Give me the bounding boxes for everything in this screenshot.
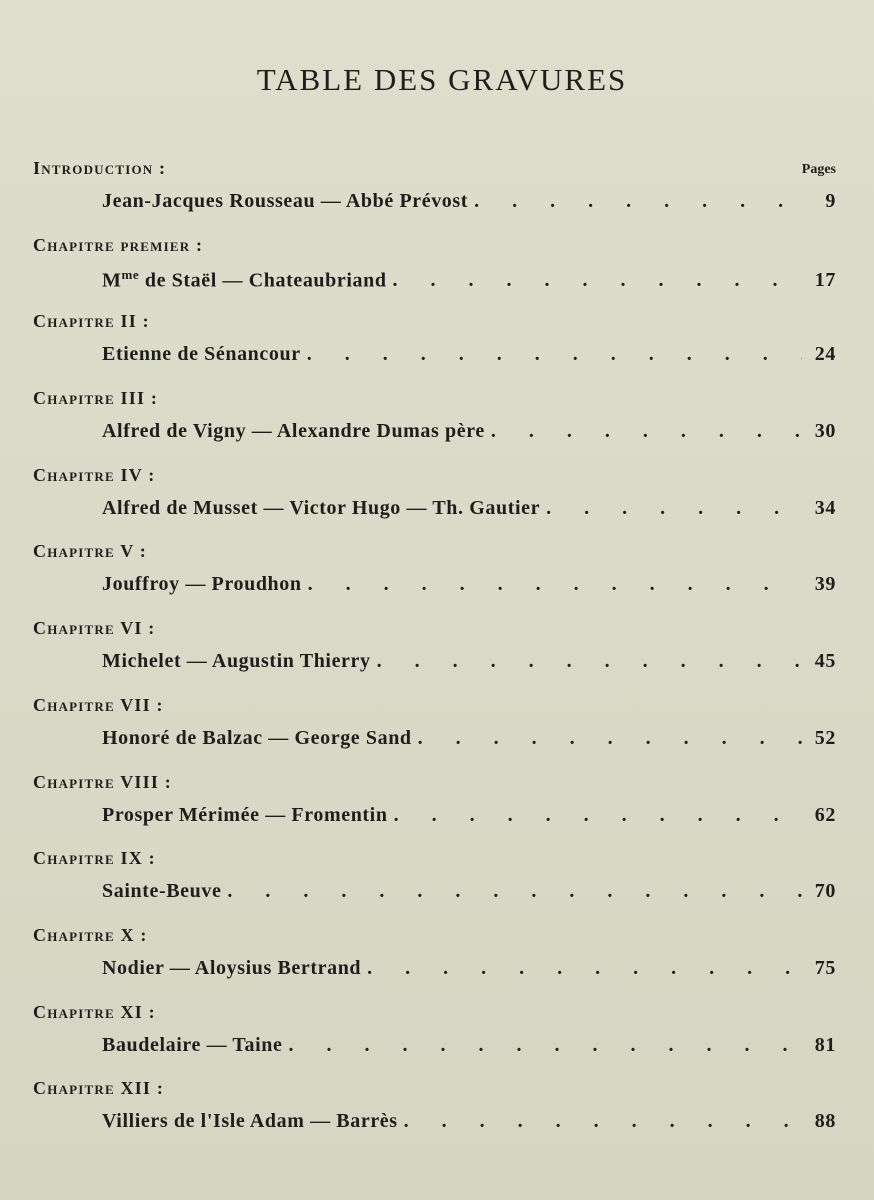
toc-entry [102, 573, 836, 596]
toc-entry [102, 727, 836, 750]
entry-title: Jouffroy — Proudhon [102, 573, 302, 596]
entry-title: Etienne de Sénancour [102, 343, 301, 366]
toc-entry [102, 1110, 836, 1133]
dot-leader [394, 804, 802, 827]
dot-leader [227, 880, 802, 903]
chapter-heading: Chapitre V : [33, 541, 147, 562]
toc-entry [102, 267, 836, 293]
chapter-heading: Chapitre IX : [33, 848, 156, 869]
chapter-heading: Chapitre X : [33, 924, 148, 945]
chapter-heading: Chapitre VII : [33, 694, 164, 715]
toc-section [33, 840, 836, 917]
toc-entry [102, 804, 836, 827]
chapter-heading: Chapitre XII : [33, 1078, 165, 1099]
pages-column-label: Pages [801, 162, 836, 177]
chapter-heading: Chapitre III : [33, 388, 159, 409]
dot-leader [307, 343, 802, 366]
page-number: 70 [814, 880, 836, 903]
entry-title-rest: de Staël — Chateaubriand [139, 269, 387, 292]
entry-title: Honoré de Balzac — George Sand [102, 726, 412, 749]
page-number: 52 [814, 726, 836, 749]
entry-title-superscript: me [121, 266, 140, 282]
toc-section [33, 917, 836, 994]
entry-title: Villiers de l'Isle Adam — Barrès [102, 1110, 398, 1133]
entry-title-prefix: M [102, 269, 122, 292]
entry-title: Alfred de Musset — Victor Hugo — Th. Gautier [102, 496, 541, 519]
page-number: 81 [814, 1033, 836, 1056]
toc-entry [102, 190, 836, 213]
toc-section [33, 687, 836, 764]
toc-section [33, 1070, 836, 1147]
entry-title: Sainte-Beuve [102, 880, 222, 903]
chapter-heading: Chapitre II : [33, 311, 150, 332]
entry-title [102, 267, 387, 293]
page-number: 24 [814, 343, 836, 366]
page-number: 88 [814, 1110, 836, 1133]
dot-leader [474, 190, 802, 213]
dot-leader [393, 269, 802, 292]
toc-entry [102, 650, 836, 673]
entry-title: Alfred de Vigny — Alexandre Dumas père [102, 420, 485, 443]
table-of-contents [33, 150, 836, 1147]
toc-section [33, 457, 836, 534]
page-number: 62 [814, 803, 836, 826]
entry-title: Prosper Mérimée — Fromentin [102, 803, 388, 826]
entry-title: Michelet — Augustin Thierry [102, 650, 371, 673]
toc-entry [102, 420, 836, 443]
toc-entry [102, 343, 836, 366]
toc-section [33, 764, 836, 841]
toc-entry [102, 497, 836, 520]
dot-leader [546, 497, 802, 520]
dot-leader [418, 727, 802, 750]
page-number: 30 [814, 420, 836, 443]
toc-section [33, 994, 836, 1071]
page-title: TABLE DES GRAVURES [256, 62, 628, 97]
page-number: 34 [814, 496, 836, 519]
entry-title: Jean-Jacques Rousseau — Abbé Prévost [102, 190, 469, 212]
dot-leader [288, 1034, 802, 1057]
page-number: 17 [814, 269, 836, 292]
chapter-heading: Chapitre VIII : [33, 771, 172, 792]
chapter-heading: Chapitre VI : [33, 618, 156, 639]
dot-leader [404, 1110, 802, 1133]
entry-title: Baudelaire — Taine [102, 1033, 283, 1056]
toc-section [33, 303, 836, 380]
chapter-heading: Chapitre XI : [33, 1001, 156, 1022]
toc-section [33, 533, 836, 610]
chapter-heading: Chapitre premier : [33, 234, 204, 255]
dot-leader [367, 957, 802, 980]
page-number: 45 [814, 650, 836, 673]
page-number: 9 [825, 190, 836, 212]
dot-leader [308, 573, 802, 596]
toc-section [33, 610, 836, 687]
toc-entry [102, 957, 836, 980]
toc-section [33, 150, 836, 227]
toc-entry [102, 1034, 836, 1057]
chapter-heading: Introduction : [33, 158, 167, 178]
dot-leader [491, 420, 802, 443]
entry-title: Nodier — Aloysius Bertrand [102, 956, 362, 979]
page-number: 39 [814, 573, 836, 596]
toc-section [33, 380, 836, 457]
page-number: 75 [814, 956, 836, 979]
toc-section [33, 227, 836, 304]
toc-entry [102, 880, 836, 903]
chapter-heading: Chapitre IV : [33, 464, 156, 485]
dot-leader [377, 650, 802, 673]
